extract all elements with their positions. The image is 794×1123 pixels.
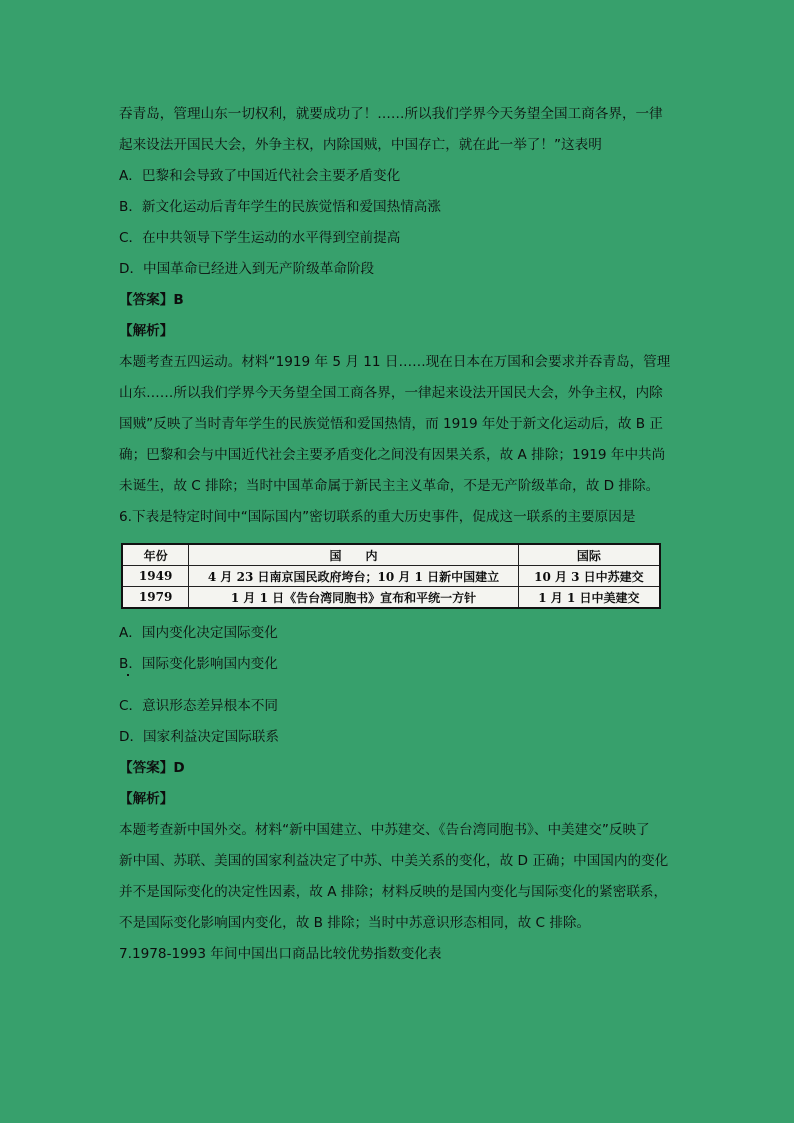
text-line: 并不是国际变化的决定性因素，故 A 排除；材料反映的是国内变化与国际变化的紧密联系，: [119, 884, 668, 900]
table-header: 国 内: [189, 544, 519, 566]
answer-label: 【答案】D: [119, 760, 185, 776]
text-line: 本题考查五四运动。材料“1919 年 5 月 11 日……现在日本在万国和会要求并吞青岛，管理: [119, 354, 671, 370]
text-line: 确；巴黎和会与中国近代社会主要矛盾变化之间没有因果关系，故 A 排除；1919 年中共尚: [119, 447, 666, 463]
text-line: 起来设法开国民大会，外争主权，内除国贼，中国存亡，就在此一举了！”这表明: [119, 137, 602, 153]
option-d: D．中国革命已经进入到无产阶级革命阶段: [119, 261, 375, 277]
analysis-label: 【解析】: [119, 791, 174, 807]
option-b: B．国际变化影响国内变化: [119, 656, 278, 672]
text-line: 国贼”反映了当时青年学生的民族觉悟和爱国热情，而 1919 年处于新文化运动后，故 B 正: [119, 416, 664, 432]
table-header: 国际: [518, 544, 660, 566]
table-cell: 10 月 3 日中苏建交: [518, 566, 660, 587]
option-b: B．新文化运动后青年学生的民族觉悟和爱国热情高涨: [119, 199, 441, 215]
text-line: 山东……所以我们学界今天务望全国工商各界，一律起来设法开国民大会，外争主权，内除: [119, 385, 663, 401]
table-cell: 1979: [122, 587, 189, 609]
option-a: A．国内变化决定国际变化: [119, 625, 278, 641]
text-line: 新中国、苏联、美国的国家利益决定了中苏、中美关系的变化，故 D 正确；中国国内的变化: [119, 853, 669, 869]
text-line: 未诞生，故 C 排除；当时中国革命属于新民主主义革命，不是无产阶级革命，故 D 排除。: [119, 478, 660, 494]
option-a: A．巴黎和会导致了中国近代社会主要矛盾变化: [119, 168, 401, 184]
table-cell: 4 月 23 日南京国民政府垮台；10 月 1 日新中国建立: [189, 566, 519, 587]
text-line: 本题考查新中国外交。材料“新中国建立、中苏建交、《告台湾同胞书》、中美建交”反映了: [119, 822, 650, 838]
table-cell: 1949: [122, 566, 189, 587]
question-6: 6.下表是特定时间中“国际国内”密切联系的重大历史事件，促成这一联系的主要原因是: [119, 509, 636, 525]
text-line: 吞青岛，管理山东一切权利，就要成功了！……所以我们学界今天务望全国工商各界，一律: [119, 106, 663, 122]
text-line: 不是国际变化影响国内变化，故 B 排除；当时中苏意识形态相同，故 C 排除。: [119, 915, 591, 931]
question-7: 7.1978-1993 年间中国出口商品比较优势指数变化表: [119, 946, 442, 962]
table-row: [122, 587, 660, 609]
option-c: C．在中共领导下学生运动的水平得到空前提高: [119, 230, 401, 246]
option-c: C．意识形态差异根本不同: [119, 698, 279, 714]
analysis-label: 【解析】: [119, 323, 174, 339]
option-d: D．国家利益决定国际联系: [119, 729, 279, 745]
history-events-table: [121, 543, 661, 609]
table-header: 年份: [122, 544, 189, 566]
table-cell: 1 月 1 日《告台湾同胞书》宣布和平统一方针: [189, 587, 519, 609]
stray-dot: [127, 674, 129, 676]
table-cell: 1 月 1 日中美建交: [518, 587, 660, 609]
table-row: [122, 566, 660, 587]
table-header-row: [122, 544, 660, 566]
answer-label: 【答案】B: [119, 292, 184, 308]
